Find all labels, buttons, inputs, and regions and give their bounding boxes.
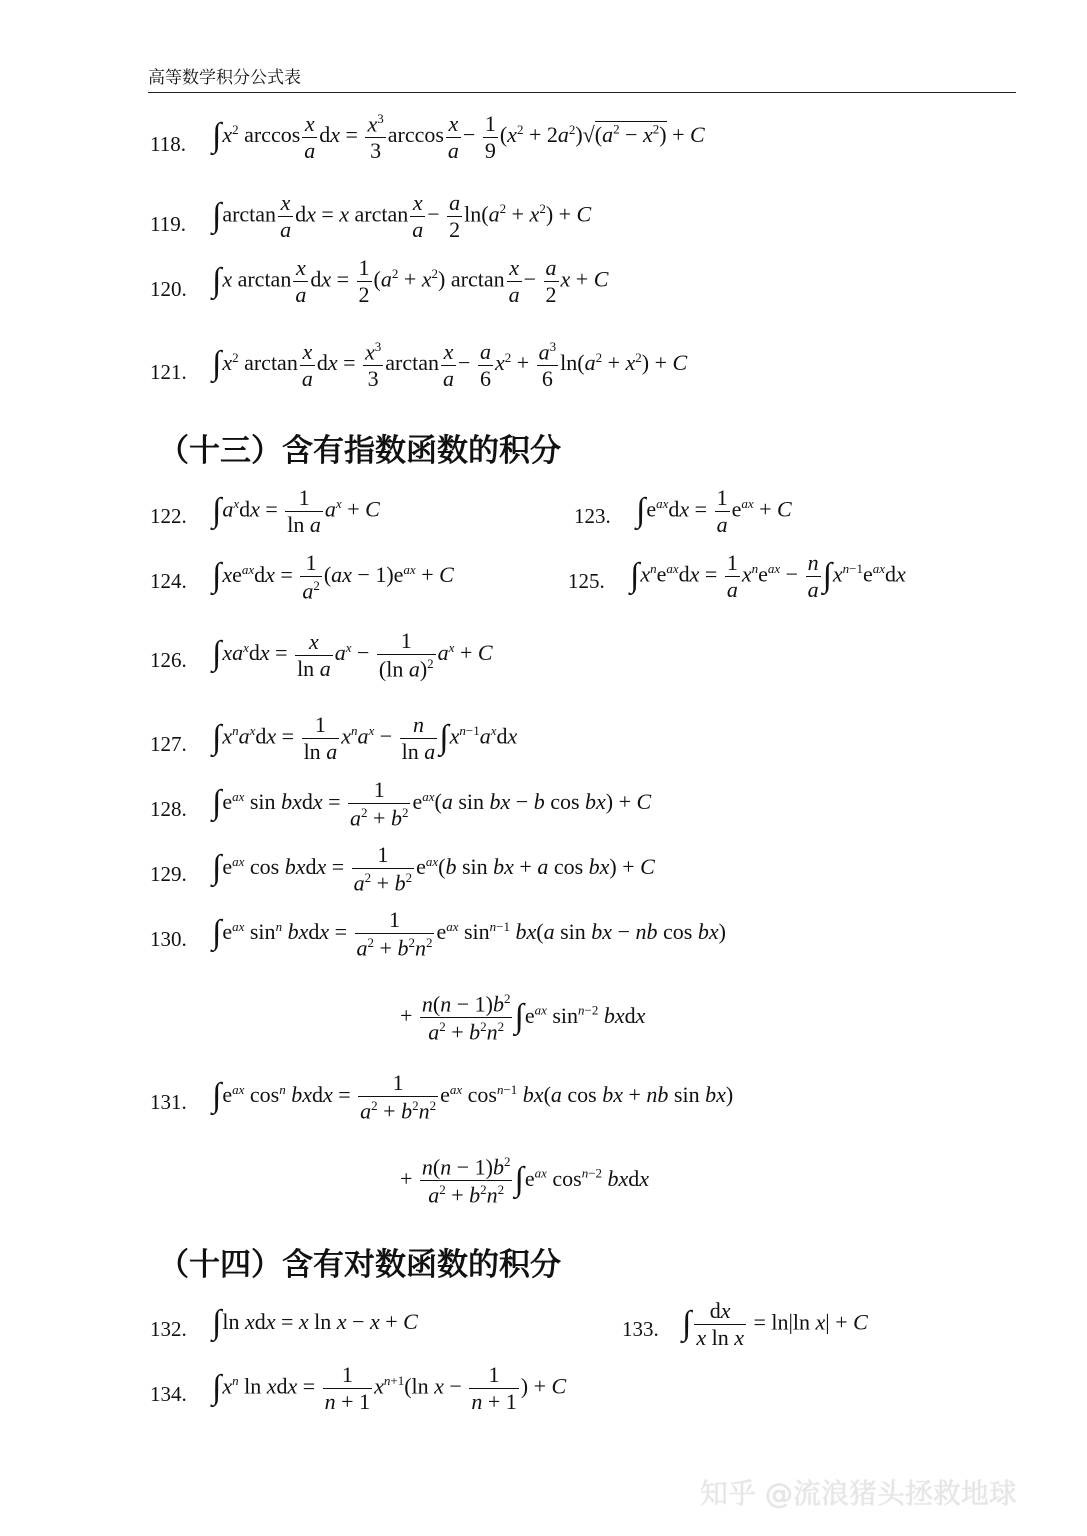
formula-127: $\int x^na^xdx$ = $\frac{1}{\text{ln a}}$ $x^na^x$ − $\frac{n}{\text{ln a}}$ $\int x^{n-1}a^xdx$	[212, 712, 518, 764]
formula-number: 132.	[150, 1317, 187, 1341]
formula-number: 120.	[150, 277, 187, 301]
formula-number: 128.	[150, 797, 187, 821]
formula-number: 126.	[150, 648, 187, 672]
formula-125: $\int x^ne^{ax}dx$ = $\frac{1}{a}$ $x^ne^{ax}$ − $\frac{n}{a}$ $\int x^{n-1}e^{ax}dx$	[630, 550, 906, 602]
formula-132: ∫ln xdx = x ln x − x + C	[212, 1304, 418, 1341]
formula-123: $\int e^{ax}dx$ = $\frac{1}{a}$ $e^{ax} + C$	[636, 485, 792, 537]
formula-number: 130.	[150, 927, 187, 951]
formula-number: 127.	[150, 732, 187, 756]
formula-119: ∫arctan $\frac{x}{a}$ dx = x arctan $\frac{x}{a}$ − $\frac{a}{2}$ $\ln(a^2 + x^2) + C$	[212, 190, 592, 242]
formula-number: 118.	[150, 132, 186, 156]
formula-118: $\int x^2$ arccos $\frac{x}{a}$ dx = $\frac{x^3}{3}$ arccos $\frac{x}{a}$ − $\frac{1}{9}$ $(x^2 + 2a^2)√(a^2 - x^2) + C$	[212, 110, 705, 164]
formula-number: 119.	[150, 212, 186, 236]
formula-128: $\int e^{ax}$ sin bxdx = $\frac{1}{a^2 + b^2}$ $e^{ax}(a$ sin bx − b cos bx) + C	[212, 777, 652, 831]
formula-131: $\int e^{ax}$ $\cos^n$ bxdx = $\frac{1}{a^2 + b^2n^2}$ $e^{ax}$ $\cos^{n-1} bx(a$ cos bx + nb sin bx)	[212, 1070, 734, 1124]
watermark: 知乎 @流浪猪头拯救地球	[700, 1477, 1017, 1510]
section-heading: （十三）含有指数函数的积分	[158, 433, 561, 469]
formula-number: 133.	[622, 1317, 659, 1341]
page-header	[148, 68, 1016, 93]
formula-number: 124.	[150, 569, 187, 593]
formula-number: 134.	[150, 1382, 187, 1406]
formula-126: $\int xa^xdx$ = $\frac{x}{\text{ln a}}$ $a^x$ − $\frac{1}{(\ln a)^2}$ $a^x + C$	[212, 628, 493, 682]
formula-120: ∫x arctan $\frac{x}{a}$ dx = $\frac{1}{2}$ $(a^2 + x^2)$ arctan $\frac{x}{a}$ − $\frac{a}{2}$ x + C	[212, 255, 609, 307]
formula-number: 129.	[150, 862, 187, 886]
formula-122: $\int a^xdx$ = $\frac{1}{\text{ln a}}$ $a^x + C$	[212, 485, 380, 537]
section-heading: （十四）含有对数函数的积分	[158, 1247, 561, 1283]
formula-number: 121.	[150, 360, 187, 384]
formula-134: $\int x^n$ ln xdx = $\frac{1}{n + 1}$ $x^{n+1}(\ln$ x − $\frac{1}{n + 1}$ ) + C	[212, 1362, 567, 1414]
formula-number: 122.	[150, 504, 187, 528]
formula-number: 131.	[150, 1090, 187, 1114]
formula-129: $\int e^{ax}$ cos bxdx = $\frac{1}{a^2 + b^2}$ $e^{ax}(b$ sin bx + a cos bx) + C	[212, 842, 655, 896]
formula-130: $\int e^{ax}$ $\sin^n$ bxdx = $\frac{1}{a^2 + b^2n^2}$ $e^{ax}$ $\sin^{n-1} bx(a$ sin bx − nb cos bx)	[212, 907, 726, 961]
header-title: 高等数学积分公式表	[148, 68, 301, 88]
formula-133: ∫ $\frac{dx}{\text{x ln x}}$ = ln|ln x| + C	[682, 1298, 868, 1350]
formula-130-continuation: + $\frac{n(n - 1)b^2}{a^2 + b^2n^2}$ $\int e^{ax}$ $\sin^{n-2}$ bxdx	[400, 991, 646, 1045]
formula-number: 125.	[568, 569, 605, 593]
formula-131-continuation: + $\frac{n(n - 1)b^2}{a^2 + b^2n^2}$ $\int e^{ax}$ $\cos^{n-2}$ bxdx	[400, 1154, 650, 1208]
formula-number: 123.	[574, 504, 611, 528]
formula-124: $\int xe^{ax}dx$ = $\frac{1}{a^2}$ $(ax - 1)e^{ax} + C$	[212, 550, 454, 604]
formula-121: $\int x^2$ arctan $\frac{x}{a}$ dx = $\frac{x^3}{3}$ arctan $\frac{x}{a}$ − $\frac{a}{6}$ $x^2$ + $\frac{a^3}{6}$ $\ln(a^2 + x^2) + C$	[212, 338, 688, 392]
